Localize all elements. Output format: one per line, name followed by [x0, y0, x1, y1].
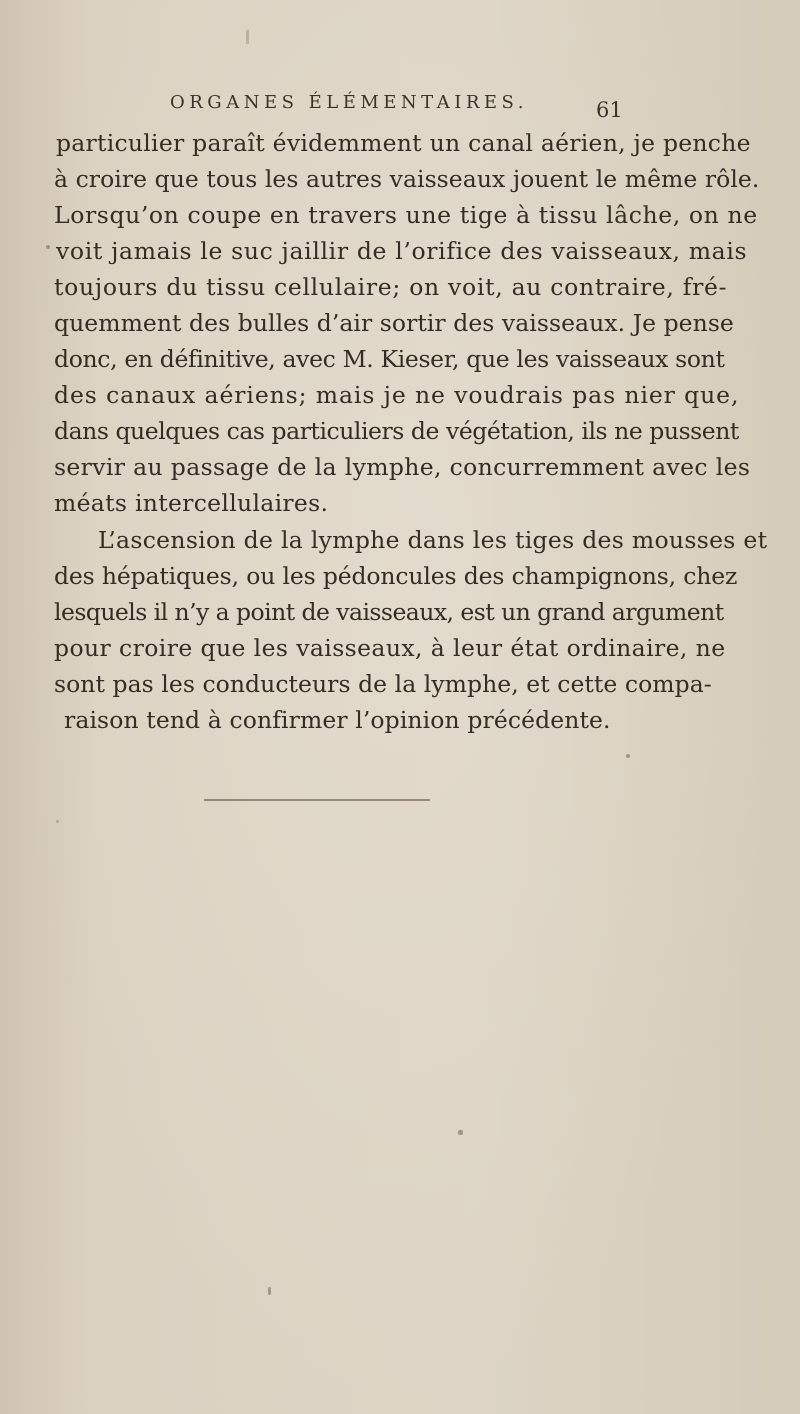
text-line: pour croire que les vaisseaux, à leur état ordinaire, ne	[54, 634, 726, 662]
text-line: Lorsqu’on coupe en travers une tige à tissu lâche, on ne	[54, 201, 758, 229]
text-line: des hépatiques, ou les pédoncules des champignons, chez	[54, 562, 738, 590]
paper-mark	[268, 1287, 271, 1295]
paper-mark	[246, 30, 249, 44]
paper-mark	[46, 245, 50, 249]
text-line: quemment des bulles d’air sortir des vaisseaux. Je pense	[54, 309, 734, 337]
text-line: servir au passage de la lymphe, concurremment avec les	[54, 453, 751, 481]
text-line: particulier paraît évidemment un canal aérien, je penche	[56, 129, 751, 157]
text-line: donc, en définitive, avec M. Kieser, que les vaisseaux sont	[54, 345, 725, 373]
text-line: à croire que tous les autres vaisseaux jouent le même rôle.	[54, 165, 760, 193]
paper-mark	[458, 1130, 463, 1135]
text-line: dans quelques cas particuliers de végétation, ils ne pussent	[54, 417, 739, 445]
text-line: lesquels il n’y a point de vaisseaux, est un grand argument	[54, 598, 724, 626]
text-line: sont pas les conducteurs de la lymphe, et cette compa-	[54, 670, 712, 698]
text-line: des canaux aériens; mais je ne voudrais pas nier que,	[54, 381, 740, 409]
text-line: L’ascension de la lymphe dans les tiges des mousses et	[98, 526, 768, 554]
text-line: voit jamais le suc jaillir de l’orifice des vaisseaux, mais	[56, 237, 748, 265]
text-line: raison tend à confirmer l’opinion précédente.	[64, 706, 611, 734]
page-number: 61	[596, 98, 623, 122]
running-header: ORGANES ÉLÉMENTAIRES.	[170, 92, 528, 113]
paper-mark	[626, 754, 630, 758]
text-line: méats intercellulaires.	[54, 489, 329, 517]
section-divider	[204, 799, 430, 801]
paper-mark	[56, 820, 59, 823]
text-line: toujours du tissu cellulaire; on voit, au contraire, fré-	[54, 273, 728, 301]
